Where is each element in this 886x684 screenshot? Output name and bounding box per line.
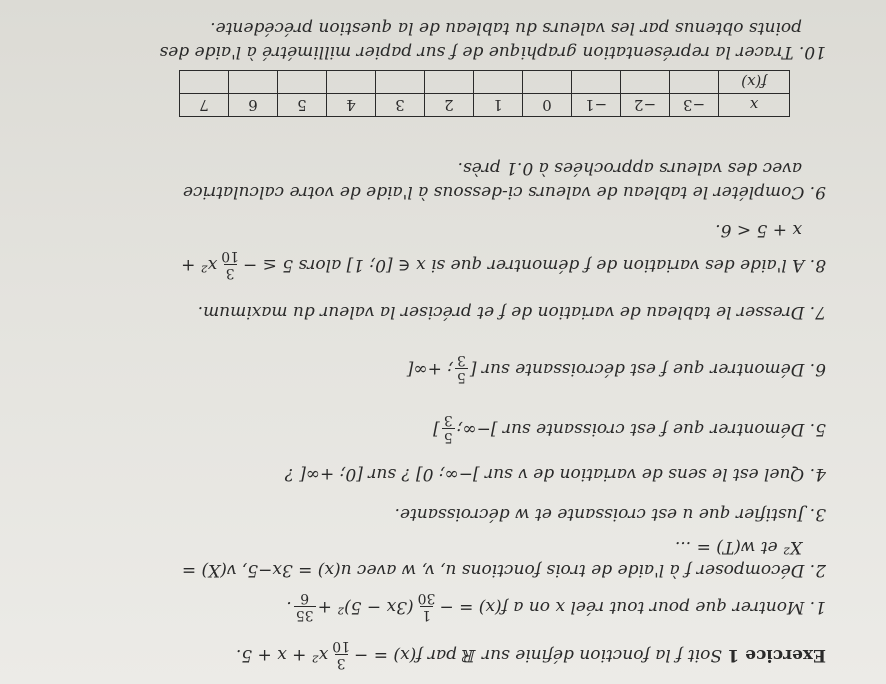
- table-cell-x: 7: [180, 94, 229, 117]
- table-cell-empty[interactable]: [621, 71, 670, 94]
- intro-fraction: 3 10: [332, 638, 351, 671]
- table-cell-x: 1: [474, 94, 523, 117]
- table-cell-empty[interactable]: [278, 71, 327, 94]
- q5-fraction: 5 3: [443, 412, 453, 445]
- table-cell-x: 2: [425, 94, 474, 117]
- table-cell-x: 3: [376, 94, 425, 117]
- table-cell-empty[interactable]: [474, 71, 523, 94]
- table-cell-empty[interactable]: [425, 71, 474, 94]
- exercise-statement: [30, 639, 826, 670]
- table-cell-empty[interactable]: [376, 71, 425, 94]
- question-9-line-2: avec des valeurs approchées à 0.1 près.: [457, 158, 802, 178]
- exercise-intro: Soit f la fonction définie sur ℝ par f(x) = −: [354, 645, 722, 665]
- table-cell-x: 6: [229, 94, 278, 117]
- table-header-x: x: [719, 94, 790, 117]
- q8-fraction: 3 10: [221, 248, 240, 281]
- question-4: 4. Quel est le sens de variation de v sur ]−∞; 0] ? sur [0; +∞[ ?: [284, 464, 826, 484]
- table-cell-empty[interactable]: [229, 71, 278, 94]
- table-cell-empty[interactable]: [572, 71, 621, 94]
- values-table: [179, 70, 790, 117]
- table-cell-empty[interactable]: [327, 71, 376, 94]
- q1-fraction-2: 35 6: [295, 590, 314, 623]
- question-2-line-2: X² et w(T) = ...: [674, 537, 802, 557]
- table-cell-x: 4: [327, 94, 376, 117]
- table-cell-x: −2: [621, 94, 670, 117]
- question-2-line-1: 2. Décomposer f à l'aide de trois fonctions u, v, w avec u(x) = 3x−5, v(X) =: [181, 560, 826, 580]
- question-10-line-2: points obtenus par les valeurs du tableau de la question précédente.: [210, 18, 802, 38]
- table-cell-empty[interactable]: [180, 71, 229, 94]
- question-7: 7. Dresser le tableau de variation de f et préciser la valeur du maximum.: [197, 302, 826, 322]
- question-8-line-2: x + 5 < 6.: [715, 220, 802, 240]
- table-row-f: [180, 71, 790, 94]
- question-3: 3. Justifier que u est croissante et w décroissante.: [394, 504, 826, 524]
- table-cell-x: −1: [572, 94, 621, 117]
- question-8-line-1: 8. A l'aide des variation de f démontrer que si x ∈ [0; 1] alors 5 ≤ − 3 10 x² +: [181, 248, 826, 281]
- q1-fraction-1: 1 30: [417, 590, 436, 623]
- question-5: 5. Démontrer que f est croissante sur ]−∞; 5 3 ]: [433, 412, 826, 445]
- exercise-title: Exercice 1: [727, 645, 826, 665]
- question-10-line-1: 10. Tracer la représentation graphique de f sur papier millimétré à l'aide des: [159, 42, 826, 62]
- question-6: 6. Démontrer que f est décroissante sur [ 5 3 ; +∞[: [406, 352, 826, 385]
- table-header-f: f(x): [719, 71, 790, 94]
- exercise-intro-tail: x² + x + 5.: [235, 645, 329, 665]
- table-cell-empty[interactable]: [523, 71, 572, 94]
- table-row-x: [180, 94, 790, 117]
- question-9-line-1: 9. Compléter le tableau de valeurs ci-dessous à l'aide de votre calculatrice: [182, 182, 826, 202]
- table-cell-x: 0: [523, 94, 572, 117]
- table-cell-x: 5: [278, 94, 327, 117]
- q6-fraction: 5 3: [456, 352, 466, 385]
- table-cell-empty[interactable]: [670, 71, 719, 94]
- table-cell-x: −3: [670, 94, 719, 117]
- question-1: 1. Montrer que pour tout réel x on a f(x) = − 1 30 (3x − 5)² + 35 6 .: [286, 590, 826, 623]
